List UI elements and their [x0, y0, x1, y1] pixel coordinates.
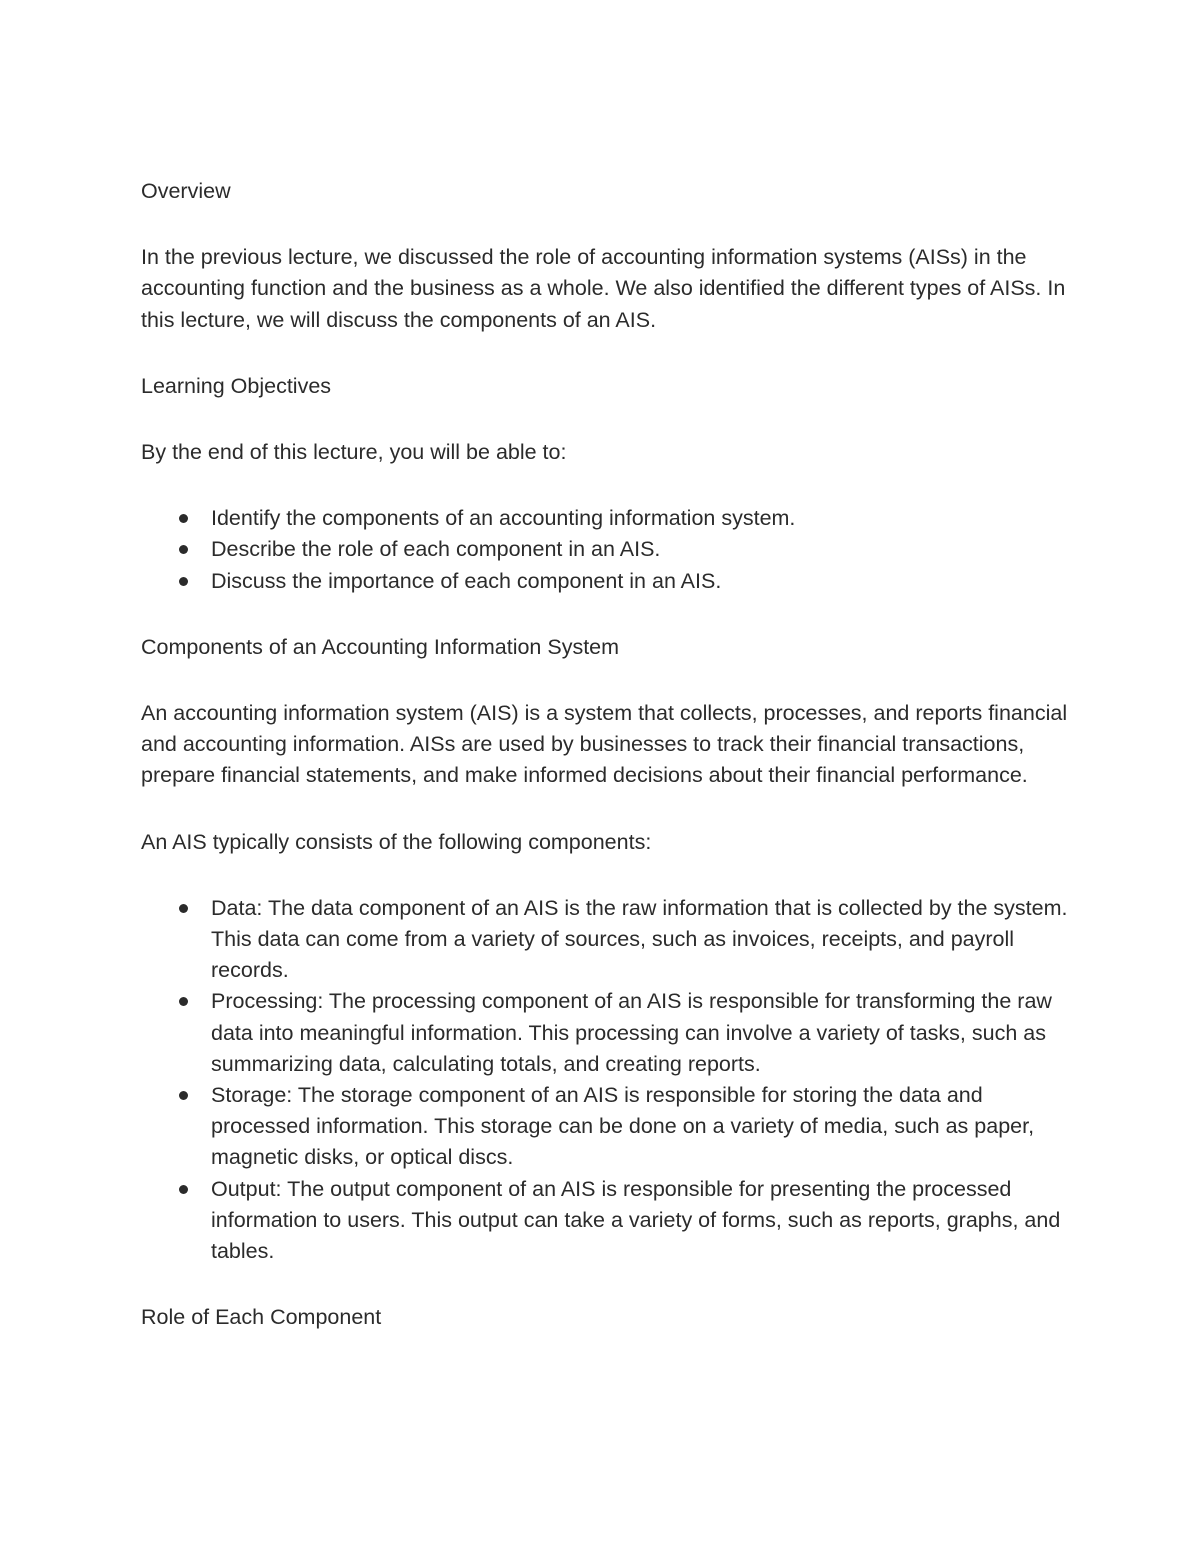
components-list — [141, 893, 1071, 1267]
list-item-text: Output: The output component of an AIS is responsible for presenting the processed information to users. This output can take a variety of forms, such as reports, graphs, and tables. — [211, 1176, 1061, 1264]
overview-paragraph: In the previous lecture, we discussed the role of accounting information systems (AISs) in the accounting function and the business as a whole. We also identified the different types of AISs. In this lecture, we will discuss the components of an AIS. — [141, 245, 1066, 332]
list-item-text: Describe the role of each component in an AIS. — [211, 537, 661, 562]
list-item — [141, 534, 1071, 565]
list-item — [141, 986, 1071, 1080]
list-item-text: Storage: The storage component of an AIS is responsible for storing the data and processed information. This storage can be done on a variety of media, such as paper, magnetic disks, or optical discs. — [211, 1083, 1035, 1170]
overview-heading: Overview — [141, 179, 231, 203]
components-paragraph: An accounting information system (AIS) is a system that collects, processes, and reports financial and accounting information. AISs are used by businesses to track their financial transactions, prepare financial statements, and make informed decisions about their financial performance. — [141, 701, 1068, 788]
list-item — [141, 566, 1071, 597]
bullet-icon — [179, 1185, 188, 1194]
role-heading: Role of Each Component — [141, 1305, 382, 1330]
list-item-text: Processing: The processing component of an AIS is responsible for transforming the raw data into meaningful information. This processing can involve a variety of tasks, such as summarizing data, calculating totals, and creating reports. — [211, 989, 1052, 1076]
list-item — [141, 893, 1071, 987]
components-heading: Components of an Accounting Information System — [141, 634, 620, 659]
list-item — [141, 503, 1071, 534]
bullet-icon — [179, 577, 188, 586]
bullet-icon — [179, 545, 188, 554]
bullet-icon — [179, 904, 188, 913]
list-item — [141, 1080, 1071, 1174]
objectives-intro: By the end of this lecture, you will be able to: — [141, 440, 567, 465]
document-page — [141, 176, 1071, 1368]
bullet-icon — [179, 514, 188, 523]
objectives-list — [141, 503, 1071, 597]
list-item — [141, 1174, 1071, 1268]
list-item-text: Identify the components of an accounting information system. — [211, 506, 796, 531]
learning-objectives-heading: Learning Objectives — [141, 373, 332, 398]
list-item-text: Data: The data component of an AIS is the raw information that is collected by the system. This data can come from a variety of sources, such as invoices, receipts, and payroll records. — [211, 895, 1068, 983]
bullet-icon — [179, 1091, 188, 1100]
components-intro: An AIS typically consists of the following components: — [141, 829, 652, 854]
list-item-text: Discuss the importance of each component in an AIS. — [211, 568, 722, 593]
bullet-icon — [179, 997, 188, 1006]
